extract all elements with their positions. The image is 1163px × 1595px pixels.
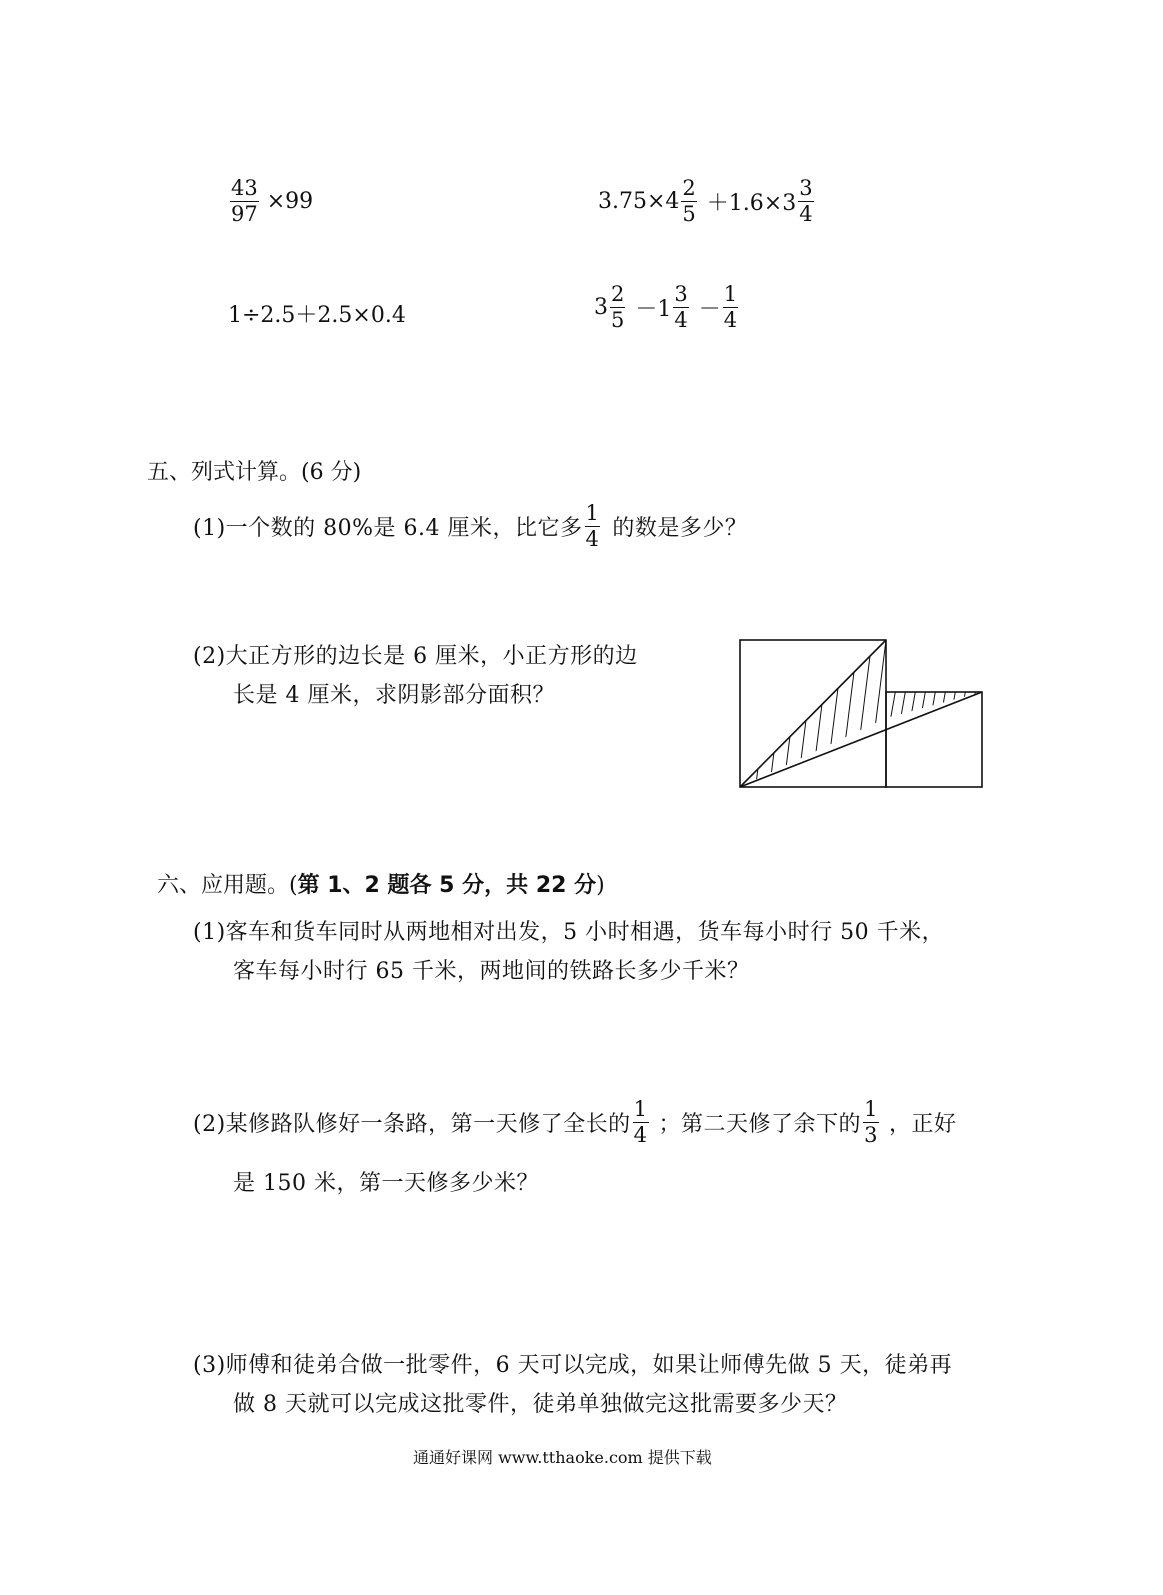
fraction: $\frac{2}{5}$ [682, 176, 696, 226]
fraction: $\frac{43}{97}$ [231, 176, 258, 226]
section-6-question-3-line-1: (3)师傅和徒弟合做一批零件，6 天可以完成，如果让师傅先做 5 天，徒弟再 [193, 1353, 953, 1378]
fraction: $\frac{1}{4}$ [585, 501, 600, 551]
section-6-heading: 六、应用题。(第 1、2 题各 5 分，共 22 分) [157, 873, 605, 898]
diagonal-line [740, 640, 886, 787]
expression-4: 3 $\frac{2}{5}$ －1 $\frac{3}{4}$ － $\frac{1}{4}$ [594, 282, 738, 332]
squares-figure [730, 630, 992, 796]
expression-3: 1÷2.5＋2.5×0.4 [228, 303, 406, 328]
fraction: $\frac{3}{4}$ [674, 282, 688, 332]
section-6-question-1-line-2: 客车每小时行 65 千米，两地间的铁路长多少千米？ [233, 959, 750, 984]
section-6-question-1-line-1: (1)客车和货车同时从两地相对出发，5 小时相遇，货车每小时行 50 千米， [193, 920, 945, 945]
shaded-region-large [740, 640, 900, 796]
section-5-question-2-line-2: 长是 4 厘米，求阴影部分面积？ [233, 683, 555, 708]
diagonal-line [740, 692, 982, 787]
fraction: $\frac{3}{4}$ [799, 176, 813, 226]
section-6-question-2-line-1: (2)某修路队修好一条路，第一天修了全长的 $\frac{1}{4}$ ；第二天修了余下的 $\frac{1}{3}$ ，正好 [193, 1097, 957, 1147]
section-5-heading: 五、列式计算。(6 分) [147, 460, 362, 485]
section-6-question-3-line-2: 做 8 天就可以完成这批零件，徒弟单独做完这批需要多少天？ [233, 1392, 848, 1417]
fraction: $\frac{1}{3}$ [864, 1097, 878, 1147]
small-square [886, 692, 982, 787]
shaded-region-small [890, 688, 976, 722]
expression-1: $\frac{43}{97}$ ×99 [231, 176, 314, 226]
fraction: $\frac{1}{4}$ [723, 282, 738, 332]
fraction: $\frac{2}{5}$ [611, 282, 625, 332]
section-6-question-2-line-2: 是 150 米，第一天修多少米？ [233, 1171, 539, 1196]
fraction: $\frac{1}{4}$ [633, 1097, 648, 1147]
page-footer: 通通好课网 www.tthaoke.com 提供下载 [413, 1448, 712, 1467]
section-5-question-1: (1)一个数的 80%是 6.4 厘米，比它多 $\frac{1}{4}$ 的数是多少？ [193, 501, 748, 551]
expression-2: 3.75×4 $\frac{2}{5}$ ＋1.6×3 $\frac{3}{4}$ [598, 176, 813, 226]
section-5-question-2-line-1: (2)大正方形的边长是 6 厘米，小正方形的边 [193, 644, 638, 669]
